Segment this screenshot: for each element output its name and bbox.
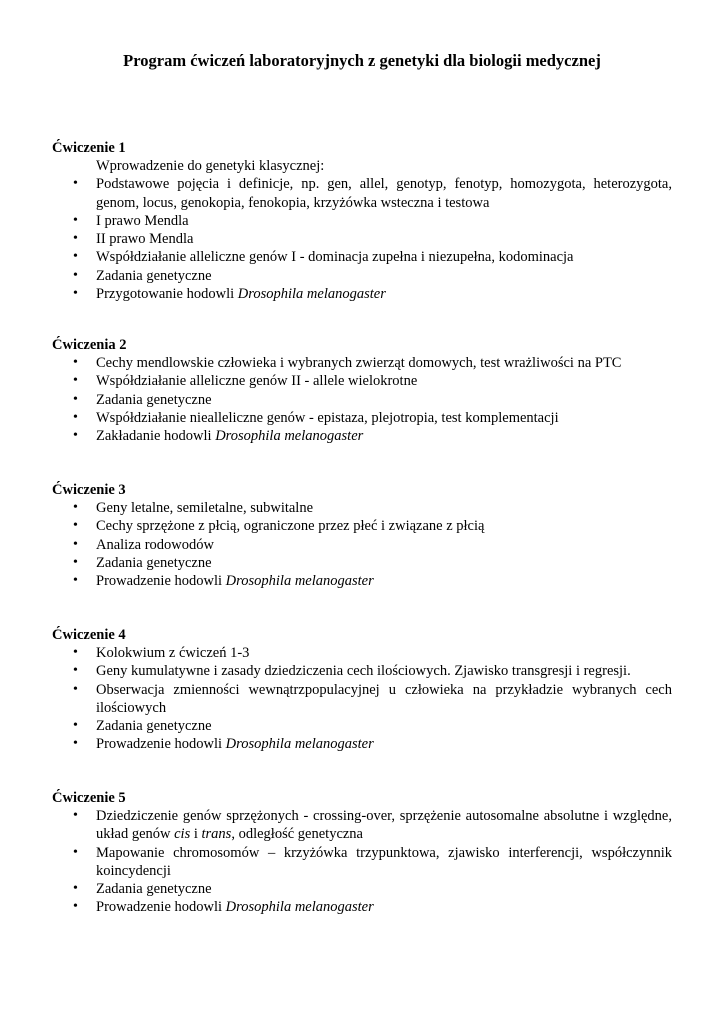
- bullet-icon: •: [73, 373, 78, 389]
- bullet-icon: •: [73, 645, 78, 660]
- list-item: • Podstawowe pojęcia i definicje, np. gen, allel, genotyp, fenotyp, homozygota, heterozygota, genom, locus, genokopia, fenokopia, krzyżówka wsteczna i testowa: [73, 176, 672, 211]
- bullet-icon: •: [73, 844, 78, 860]
- item-list: [52, 807, 672, 917]
- section-heading: Ćwiczenie 3: [52, 482, 126, 498]
- section-heading: Ćwiczenie 4: [52, 627, 126, 643]
- list-item: • Zadania genetyczne: [73, 267, 212, 284]
- section-cwiczenie-5: [52, 789, 672, 917]
- section-heading: Ćwiczenie 1: [52, 140, 126, 156]
- list-item: • Zadania genetyczne: [73, 391, 212, 408]
- list-item: • Dziedziczenie genów sprzężonych - crossing-over, sprzężenie autosomalne absolutne i względne, układ genów cis i trans, odległość genetyczna: [73, 808, 672, 843]
- bullet-icon: •: [73, 409, 78, 425]
- section-heading: Ćwiczenie 5: [52, 790, 126, 806]
- bullet-icon: •: [73, 500, 78, 515]
- section-intro: Wprowadzenie do genetyki klasycznej:: [96, 158, 325, 174]
- bullet-icon: •: [73, 554, 78, 570]
- list-item: • Zakładanie hodowli Drosophila melanogaster: [73, 428, 364, 445]
- list-item: • Geny kumulatywne i zasady dziedziczenia cech ilościowych. Zjawisko transgresji i regresji.: [73, 663, 631, 680]
- bullet-icon: •: [73, 391, 78, 407]
- bullet-icon: •: [73, 736, 78, 752]
- list-item: • Cechy mendlowskie człowieka i wybranych zwierząt domowych, test wrażliwości na PTC: [73, 355, 622, 371]
- bullet-icon: •: [73, 355, 78, 370]
- bullet-icon: •: [73, 428, 78, 444]
- bullet-icon: •: [73, 899, 78, 915]
- bullet-icon: •: [73, 518, 78, 534]
- list-item: • Współdziałanie alleliczne genów II - allele wielokrotne: [73, 373, 418, 390]
- bullet-icon: •: [73, 267, 78, 283]
- list-item: • Współdziałanie niealleliczne genów - epistaza, plejotropia, test komplementacji: [73, 409, 559, 426]
- list-item: • I prawo Mendla: [73, 212, 189, 229]
- bullet-icon: •: [73, 808, 78, 823]
- document-title: Program ćwiczeń laboratoryjnych z genetyki dla biologii medycznej: [123, 51, 601, 70]
- list-item: • Zadania genetyczne: [73, 718, 212, 735]
- bullet-icon: •: [73, 718, 78, 734]
- list-item: • Prowadzenie hodowli Drosophila melanogaster: [73, 573, 374, 590]
- list-item: • Cechy sprzężone z płcią, ograniczone przez płeć i związane z płcią: [73, 518, 485, 535]
- bullet-icon: •: [73, 176, 78, 192]
- item-list: [52, 175, 672, 303]
- bullet-icon: •: [73, 681, 78, 697]
- bullet-icon: •: [73, 231, 78, 247]
- list-item: • Prowadzenie hodowli Drosophila melanogaster: [73, 899, 374, 916]
- bullet-icon: •: [73, 212, 78, 228]
- list-item: • Współdziałanie alleliczne genów I - dominacja zupełna i niezupełna, kodominacja: [73, 249, 574, 266]
- bullet-icon: •: [73, 286, 78, 302]
- list-item: • Mapowanie chromosomów – krzyżówka trzypunktowa, zjawisko interferencji, współczynnik koincydencji: [73, 844, 672, 879]
- bullet-icon: •: [73, 663, 78, 679]
- list-item: • Obserwacja zmienności wewnątrzpopulacyjnej u człowieka na przykładzie wybranych cech ilościowych: [73, 681, 672, 716]
- section-cwiczenie-4: [52, 626, 672, 754]
- bullet-icon: •: [73, 573, 78, 589]
- list-item: • Analiza rodowodów: [73, 536, 214, 553]
- section-heading: Ćwiczenia 2: [52, 337, 127, 353]
- section-cwiczenia-2: [52, 336, 672, 445]
- item-list: [52, 354, 672, 445]
- list-item: • Zadania genetyczne: [73, 554, 212, 571]
- item-list: [52, 644, 672, 754]
- list-item: • Przygotowanie hodowli Drosophila melanogaster: [73, 286, 386, 303]
- list-item: • Geny letalne, semiletalne, subwitalne: [73, 500, 314, 516]
- list-item: • Prowadzenie hodowli Drosophila melanogaster: [73, 736, 374, 753]
- bullet-icon: •: [73, 881, 78, 897]
- section-cwiczenie-3: [52, 481, 672, 590]
- list-item: • Kolokwium z ćwiczeń 1-3: [73, 645, 250, 661]
- list-item: • II prawo Mendla: [73, 231, 194, 248]
- bullet-icon: •: [73, 249, 78, 265]
- list-item: • Zadania genetyczne: [73, 881, 212, 898]
- bullet-icon: •: [73, 536, 78, 552]
- item-list: [52, 499, 672, 590]
- section-cwiczenie-1: [52, 139, 672, 303]
